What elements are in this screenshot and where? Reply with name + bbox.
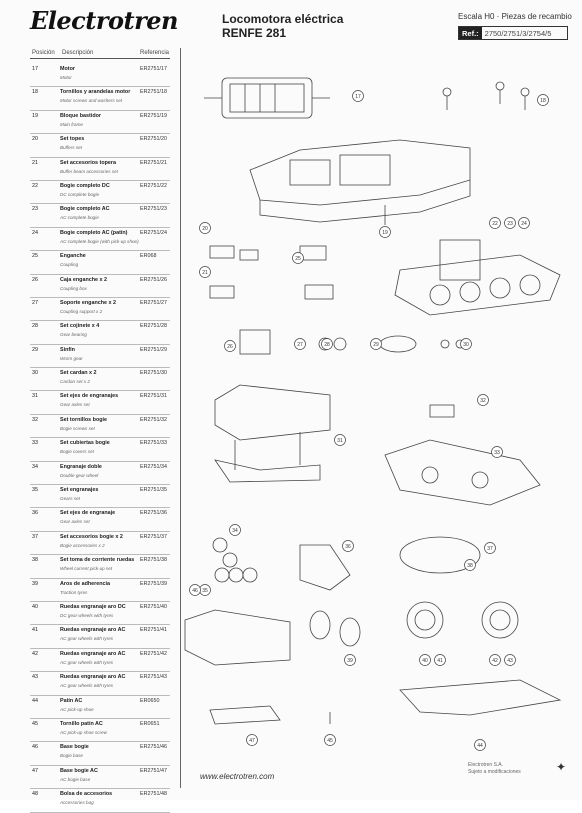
part-reference: ER2751/18 [140, 89, 167, 96]
part-number: 30 [32, 370, 38, 377]
part-description: Ruedas engranaje aro DC [60, 603, 126, 610]
part-description: Set ejes de engranaje [60, 510, 116, 517]
part-description: Patín AC [60, 697, 83, 704]
part-number: 48 [32, 791, 38, 798]
callout-number: 25 [295, 255, 301, 262]
part-reference: ER2751/27 [140, 299, 167, 306]
bogie-frame-drawing [215, 385, 330, 482]
part-reference: ER2751/38 [140, 557, 167, 564]
callout-number: 21 [202, 269, 208, 276]
part-description: Enganche [60, 253, 86, 260]
part-subtitle: Main frame [60, 121, 83, 127]
footer-note [468, 762, 521, 776]
coupling-parts-drawing [210, 246, 464, 354]
screws-drawing [443, 82, 529, 110]
callout-number: 38 [467, 562, 473, 569]
part-subtitle: Bogie covers set [60, 449, 94, 455]
part-reference: ER2751/28 [140, 323, 167, 330]
part-subtitle: Bogie accessories x 2 [60, 542, 105, 548]
reference-label: Ref.: [459, 27, 482, 39]
part-description: Ruedas engranaje aro AC [60, 627, 126, 634]
callout-number: 34 [232, 527, 238, 534]
part-subtitle: Worm gear [60, 355, 83, 361]
part-reference: ER2751/41 [140, 627, 167, 634]
callout-number: 44 [477, 742, 483, 749]
part-description: Bloque bastidor [60, 112, 102, 119]
part-number: 38 [32, 557, 38, 564]
part-reference: ER0651 [140, 720, 160, 727]
part-subtitle: AC pick-up shoe [60, 706, 94, 712]
part-reference: ER2751/35 [140, 487, 167, 494]
part-description: Set tornillos bogie [60, 416, 108, 423]
callout-number: 19 [382, 229, 388, 236]
part-reference: ER0650 [140, 697, 160, 704]
part-description: Set ejes de engranajes [60, 393, 119, 400]
part-subtitle: AC bogie base [60, 776, 91, 782]
part-subtitle: Double gear wheel [60, 472, 99, 478]
callout-number: 41 [437, 657, 443, 664]
part-number: 20 [32, 136, 38, 143]
part-reference: ER2751/33 [140, 440, 167, 447]
part-reference: ER2751/43 [140, 674, 167, 681]
part-number: 22 [32, 182, 38, 189]
part-number: 36 [32, 510, 38, 517]
part-subtitle: Bogie screws set [60, 425, 95, 431]
part-reference: ER2751/42 [140, 650, 167, 657]
column-header-reference: Referencia [140, 50, 170, 56]
part-description: Set toma de corriente ruedas [60, 557, 135, 564]
part-number: 24 [32, 229, 38, 236]
part-description: Set cubiertas bogie [60, 440, 110, 447]
part-number: 45 [32, 720, 38, 727]
callout-number: 42 [492, 657, 498, 664]
callout-number: 31 [337, 437, 343, 444]
part-number: 34 [32, 463, 38, 470]
part-reference: ER2751/24 [140, 229, 167, 236]
part-reference: ER2751/31 [140, 393, 167, 400]
part-reference: ER2751/19 [140, 112, 167, 119]
column-header-description: Descripción [62, 50, 94, 56]
part-subtitle: DC complete bogie [60, 191, 100, 197]
part-reference: ER2751/21 [140, 159, 167, 166]
part-description: Soporte enganche x 2 [60, 299, 117, 306]
callout-number: 46 [192, 587, 198, 594]
part-description: Sinfín [60, 346, 75, 353]
part-reference: ER2751/36 [140, 510, 167, 517]
part-subtitle: Bogie base [60, 753, 83, 759]
part-subtitle: Coupling support x 2 [60, 308, 103, 314]
part-reference: ER2751/17 [140, 66, 167, 72]
wheels-drawing [407, 602, 518, 638]
part-number: 23 [32, 206, 38, 213]
column-header-position: Posición [32, 50, 55, 56]
part-description: Set cardan x 2 [60, 370, 97, 377]
part-number: 21 [32, 159, 38, 166]
part-reference: ER2751/37 [140, 533, 167, 540]
part-description: Bogie completo DC [60, 182, 110, 189]
part-description: Base bogie AC [60, 767, 98, 774]
part-reference: ER2751/23 [140, 206, 167, 213]
part-subtitle: AC gear wheels with tyres [60, 659, 114, 665]
part-subtitle: AC gear wheels with tyres [60, 636, 114, 642]
part-number: 27 [32, 299, 38, 306]
part-number: 41 [32, 627, 38, 634]
part-number: 39 [32, 580, 38, 587]
part-subtitle: Traction tyres [60, 589, 88, 595]
callout-number: 33 [494, 449, 500, 456]
part-description: Engranaje doble [60, 463, 102, 470]
part-subtitle: AC complete bogie [60, 215, 99, 221]
part-number: 31 [32, 393, 38, 400]
part-reference: ER2751/30 [140, 370, 167, 377]
footer-company: Electrotren S.A. [468, 762, 504, 768]
part-number: 43 [32, 674, 38, 681]
bogie-base-drawing [185, 610, 560, 724]
part-reference: ER068 [140, 253, 157, 260]
part-reference: ER2751/39 [140, 580, 167, 587]
reference-value: 2750/2751/3/2754/5 [484, 28, 552, 38]
part-number: 32 [32, 416, 38, 423]
part-subtitle: Accessories bag [60, 800, 94, 806]
part-subtitle: Buffers set [60, 145, 82, 151]
bogie-cover-drawing [385, 405, 540, 505]
part-description: Bogie completo AC (patín) [60, 229, 128, 236]
part-description: Tornillo patín AC [60, 720, 103, 727]
callout-number: 29 [373, 341, 379, 348]
callout-number: 35 [202, 587, 208, 594]
traction-tyres-drawing [310, 611, 360, 646]
part-subtitle: Gears set [60, 496, 80, 502]
frame-drawing [250, 140, 470, 225]
callout-number: 28 [324, 341, 330, 348]
website-url: www.electrotren.com [200, 772, 275, 781]
callout-number: 32 [480, 397, 486, 404]
part-number: 25 [32, 253, 38, 260]
callout-number: 43 [507, 657, 513, 664]
callout-number: 22 [492, 220, 498, 227]
part-subtitle: Buffer beam accessories set [60, 168, 118, 174]
part-reference: ER2751/22 [140, 182, 167, 189]
part-description: Aros de adherencia [60, 580, 111, 587]
callout-number: 24 [521, 220, 527, 227]
scale-label: Escala H0 · Piezas de recambio [458, 12, 572, 21]
part-subtitle: DC gear wheels with tyres [60, 612, 114, 618]
part-number: 37 [32, 533, 38, 540]
part-reference: ER2751/20 [140, 136, 167, 143]
callout-number: 40 [422, 657, 428, 664]
part-subtitle: Cardan set x 2 [60, 379, 90, 385]
part-description: Set engranajes [60, 487, 99, 494]
part-number: 18 [32, 89, 38, 96]
callout-group [190, 91, 549, 751]
brand-mark-icon: ✦ [556, 760, 567, 774]
part-description: Motor [60, 66, 75, 72]
part-description: Base bogie [60, 744, 89, 751]
part-reference: ER2751/47 [140, 767, 167, 774]
callout-number: 26 [227, 343, 233, 350]
callout-number: 23 [507, 220, 513, 227]
part-subtitle: Gear axles set [60, 402, 90, 408]
part-reference: ER2751/32 [140, 416, 167, 423]
callout-number: 17 [355, 93, 361, 100]
part-description: Set topes [60, 136, 85, 143]
callout-number: 30 [463, 341, 469, 348]
part-number: 47 [32, 767, 38, 774]
part-number: 26 [32, 276, 38, 283]
part-number: 35 [32, 487, 38, 494]
part-reference: ER2751/46 [140, 744, 167, 751]
part-number: 40 [32, 603, 38, 610]
part-description: Tornillos y arandelas motor [60, 89, 131, 96]
motor-drawing [204, 78, 330, 118]
part-description: Bolsa de accesorios [60, 791, 113, 798]
callout-number: 20 [202, 225, 208, 232]
part-subtitle: Gear axles set [60, 519, 90, 525]
part-number: 44 [32, 697, 38, 704]
part-description: Set cojinete x 4 [60, 323, 100, 330]
callout-number: 18 [540, 97, 546, 104]
part-subtitle: Coupling box [60, 285, 87, 291]
page-subtitle: RENFE 281 [222, 26, 287, 40]
part-reference: ER2751/29 [140, 346, 167, 353]
part-number: 29 [32, 346, 38, 353]
part-description: Ruedas engranaje aro AC [60, 650, 126, 657]
part-subtitle: Wheel current pick-up set [60, 566, 113, 572]
part-subtitle: Gear bearing [60, 332, 87, 338]
part-reference: ER2751/40 [140, 603, 167, 610]
part-number: 17 [32, 66, 38, 72]
part-number: 42 [32, 650, 38, 657]
part-subtitle: AC pick-up shoe screw [60, 729, 107, 735]
part-number: 46 [32, 744, 38, 751]
footer-disclaimer: Sujeto a modificaciones [468, 769, 521, 775]
brand-logo: Electrotren [30, 6, 178, 35]
part-subtitle: Motor [60, 75, 72, 80]
callout-number: 27 [297, 341, 303, 348]
part-number: 33 [32, 440, 38, 447]
bogie-assembly-drawing [395, 240, 560, 315]
part-description: Set accesorios bogie x 2 [60, 533, 123, 540]
part-subtitle: AC complete bogie (with pick-up shoe) [60, 238, 139, 244]
part-number: 19 [32, 112, 38, 119]
part-description: Ruedas engranaje aro AC [60, 674, 126, 681]
part-description: Caja enganche x 2 [60, 276, 108, 283]
page-title: Locomotora eléctrica [222, 12, 344, 26]
callout-number: 47 [249, 737, 255, 744]
part-subtitle: AC gear wheels with tyres [60, 683, 114, 689]
callout-number: 37 [487, 545, 493, 552]
callout-number: 39 [347, 657, 353, 664]
part-subtitle: Coupling [60, 262, 79, 268]
callout-number: 45 [327, 737, 333, 744]
part-description: Set accesorios topera [60, 159, 117, 166]
part-reference: ER2751/34 [140, 463, 167, 470]
part-description: Bogie completo AC [60, 206, 110, 213]
part-number: 28 [32, 323, 38, 330]
callout-number: 36 [345, 543, 351, 550]
part-reference: ER2751/48 [140, 791, 167, 798]
part-subtitle: Motor screws and washers set [60, 98, 123, 104]
part-reference: ER2751/26 [140, 276, 167, 283]
